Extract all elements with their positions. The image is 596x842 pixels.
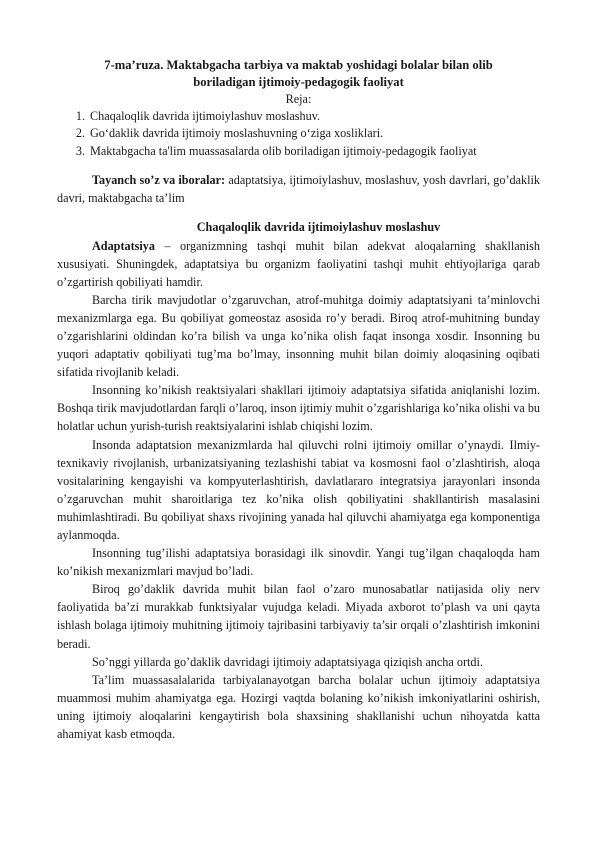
body-paragraph: Insonning tug’ilishi adaptatsiya borasidagi ilk sinovdir. Yangi tug’ilgan chaqaloqda ham ko’nikish mexanizmlari mavjud bo’ladi.: [57, 546, 540, 579]
plan-item-number: 2.: [75, 126, 85, 141]
body-paragraph: So’nggi yillarda go’daklik davridagi ijtimoiy adaptatsiyaga qiziqish ancha ortdi.: [92, 654, 483, 669]
term-lead: Adaptatsiya: [92, 238, 155, 253]
plan-item: [57, 125, 540, 142]
plan-item: [57, 143, 540, 160]
body-paragraph: [57, 237, 540, 291]
plan-item-text: Maktabgacha ta'lim muassasalarda olib boriladigan ijtimoiy-pedagogik faoliyat: [90, 143, 477, 158]
body-paragraph: Insonda adaptatsion mexanizmlarda hal qiluvchi rolni ijtimoiy omillar o’ynaydi. Ilmiy-texnikaviy rivojlanish, urbanizatsiyaning tezlashishi tabiat va kosmosni faol o’zlashtirish, aloqa vositalarining kengayishi va kompyuterlashtirish, davlatlararo integratsiya jarayonlari insonda o’zgaruvchan muhit sharoitlariga tez ko’nika olish qobiliyatini shakllantirish masalasini muhimlashtiradi. Bu qobiliyat shaxs rivojining yanada hal qiluvchi ahamiyatga ega komponentiga aylanmoqda.: [57, 437, 540, 542]
keywords-paragraph: [57, 171, 540, 207]
body-paragraph: Insonning ko’nikish reaktsiyalari shakllari ijtimoiy adaptatsiya sifatida aniqlanishi lozim. Boshqa tirik mavjudotlardan farqli o’laroq, inson ijtimiy muhit o’zgarishlariga ko’nika olishi va bu holatlar uchun yurish-turish reaktsiyalarini ishlab chiqishi lozim.: [57, 383, 541, 434]
document-page: [57, 57, 540, 743]
lecture-title-line-2: boriladigan ijtimoiy-pedagogik faoliyat: [193, 75, 404, 89]
plan-item-text: Chaqaloqlik davrida ijtimoiylashuv moslashuv.: [90, 109, 321, 123]
body-paragraph: Ta’lim muassasalalarida tarbiyalanayotgan barcha bolalar uchun ijtimoiy adaptatsiya muammosi muhim ahamiyatga ega. Hozirgi vaqtda bolaning ko’nikish imkoniyatlarini oshirish, uning ijtimoiy aloqalarini kengaytirish bola shaxsining shakllanishi uchun nihoyatda katta ahamiyat kasb etmoqda.: [57, 672, 540, 742]
plan-item-number: 1.: [75, 109, 85, 123]
plan-item-number: 3.: [75, 143, 85, 158]
lecture-title-line-1: 7-ma’ruza. Maktabgacha tarbiya va maktab yoshidagi bolalar bilan olib: [104, 58, 493, 72]
paragraph-text: – organizmning tashqi muhit bilan adekvat aloqalarning shakllanish xususiyati. Shuningdek, adaptatsiya bu organizm faoliyatini tashqi muhit ehtiyojlariga qarab o’zgartirish qobiliyati hamdir.: [57, 238, 540, 289]
body-paragraph: Barcha tirik mavjudotlar o’zgaruvchan, atrof-muhitga doimiy adaptatsiyani ta’minlovchi mexanizmlarga ega. Bu qobiliyat gomeostaz asosida ro’y beradi. Biroq atrof-muhitning bunday o’zgarishlarini oldindan ko’ra bilish va unga ko’nika olish faqat insonga xosdir. Insonning bu yuqori adaptativ qobiliyati tug’ma bo’lmay, insonning muhit bilan doimiy aloqasining oqibati sifatida rivojlanib keladi.: [57, 292, 540, 380]
keywords-label: Tayanch so’z va iboralar:: [92, 173, 226, 188]
plan-label: Reja:: [285, 92, 312, 106]
lecture-title: [57, 57, 540, 91]
body-paragraph: Biroq go’daklik davrida muhit bilan faol o’zaro munosabatlar natijasida oliy nerv faoliyatida ba’zi murakkab funktsiyalar vujudga keladi. Miyada axborot to’plash va uni qayta ishlash bolaga ijtimoiy muhitning ijtimoiy tajribasini tarbiyaviy ta’sir orqali o’zlashtirish imkonini beradi.: [57, 582, 540, 651]
plan-item: [57, 108, 540, 125]
section-heading: Chaqaloqlik davrida ijtimoiylashuv moslashuv: [196, 220, 441, 235]
plan-item-text: Go‘daklik davrida ijtimoiy moslashuvning o‘ziga xosliklari.: [90, 126, 384, 141]
keywords-text: adaptatsiya, ijtimoiylashuv, moslashuv, yosh davrlari, go’daklik davri, maktabgacha ta’lim: [57, 173, 540, 206]
plan-list: [57, 108, 540, 160]
